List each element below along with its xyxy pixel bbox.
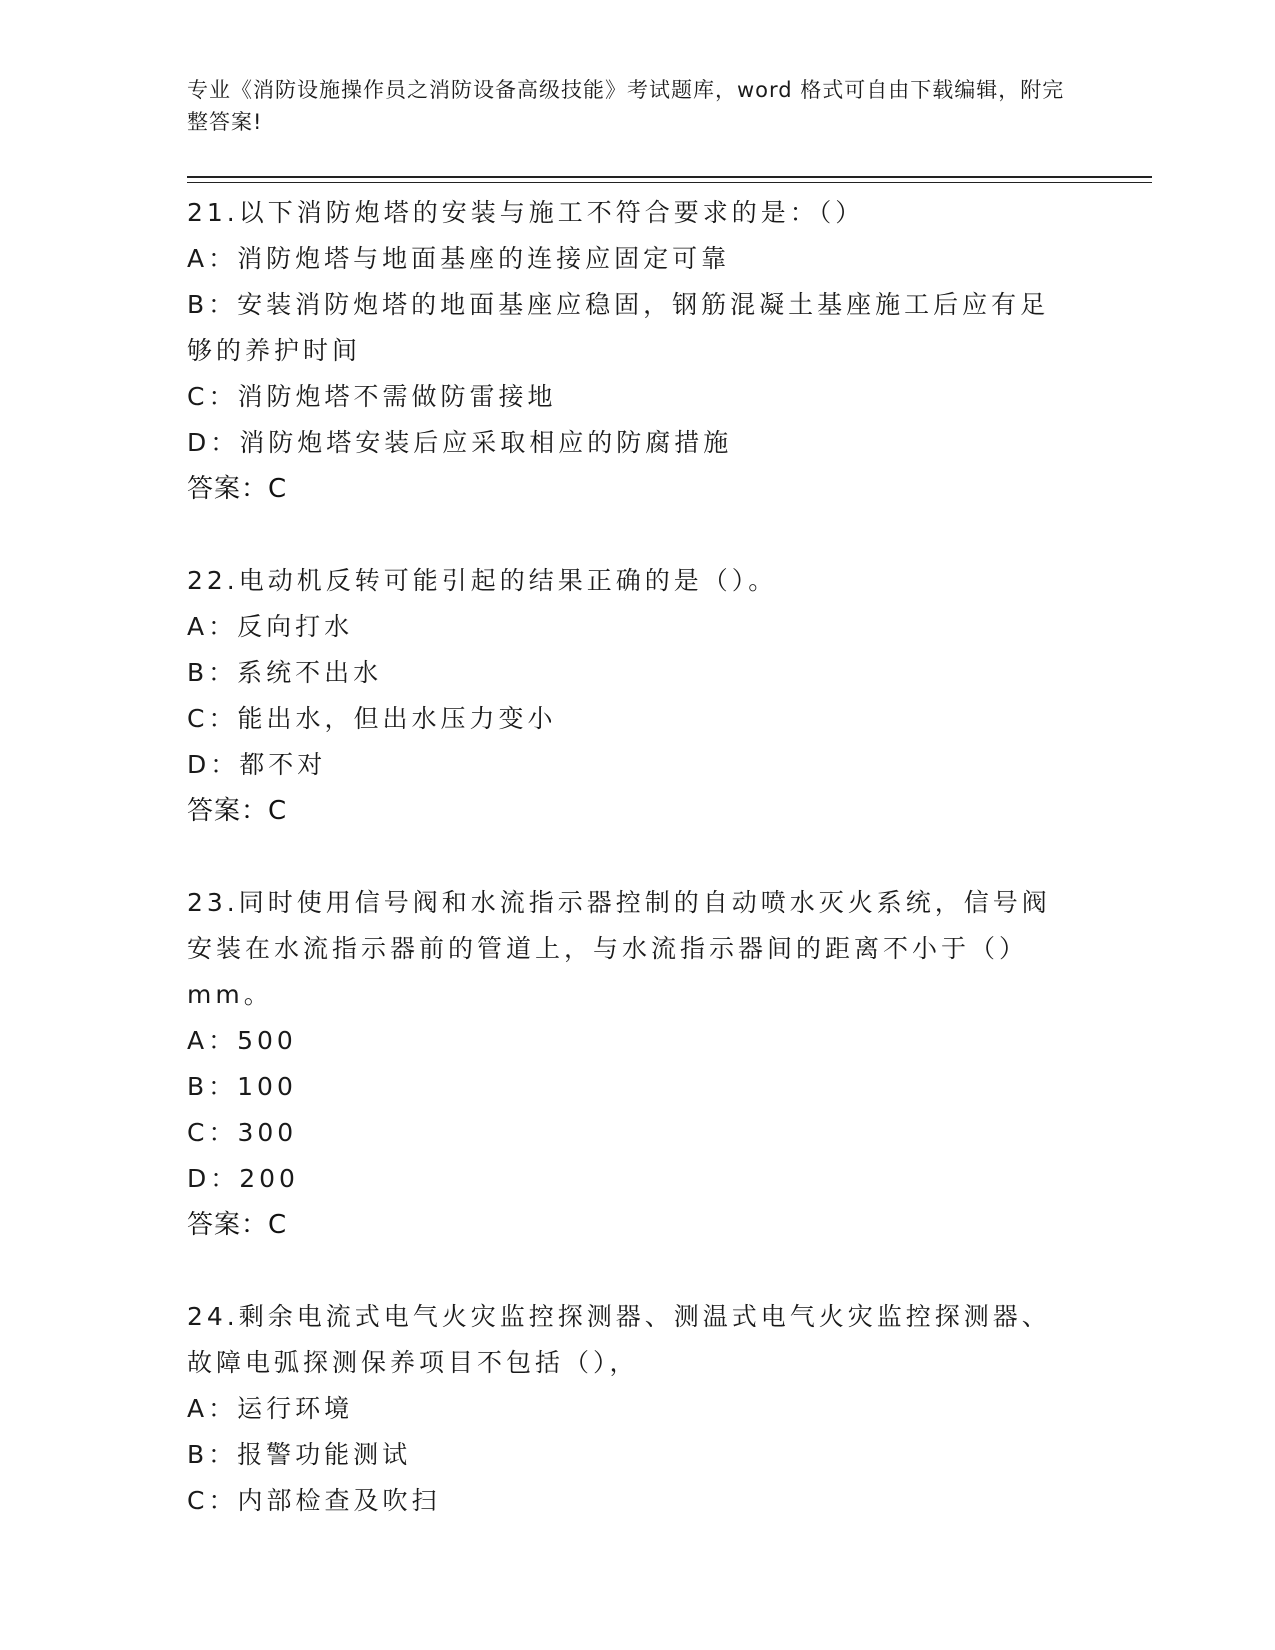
question-23 [187,880,1067,1248]
question-21 [187,190,1067,512]
question-stem: 22.电动机反转可能引起的结果正确的是（）。 [187,566,778,595]
question-stem: 24.剩余电流式电气火灾监控探测器、测温式电气火灾监控探测器、故障电弧探测保养项目不包括（）， [187,1302,1051,1377]
option-a: A：反向打水 [187,612,354,641]
option-d: D：消防炮塔安装后应采取相应的防腐措施 [187,428,733,457]
question-24 [187,1294,1067,1524]
option-b: B：系统不出水 [187,658,383,687]
question-list [187,190,1067,1524]
header-divider-thick [187,176,1152,178]
spacer [187,834,1067,880]
spacer [187,1248,1067,1294]
option-a: A：500 [187,1026,297,1055]
option-d: D：都不对 [187,750,327,779]
option-b: B：安装消防炮塔的地面基座应稳固，钢筋混凝土基座施工后应有足够的养护时间 [187,290,1050,365]
option-a: A：消防炮塔与地面基座的连接应固定可靠 [187,244,731,273]
option-b: B：100 [187,1072,297,1101]
option-c: C：消防炮塔不需做防雷接地 [187,382,557,411]
document-header: 专业《消防设施操作员之消防设备高级技能》考试题库，word 格式可自由下载编辑，附完整答案! [187,78,1065,134]
spacer [187,512,1067,558]
option-c: C：能出水，但出水压力变小 [187,704,557,733]
answer: 答案：C [187,474,288,504]
header-divider-thin [187,182,1152,183]
question-stem: 23.同时使用信号阀和水流指示器控制的自动喷水灭火系统，信号阀安装在水流指示器前的管道上，与水流指示器间的距离不小于（）mm。 [187,888,1051,1009]
question-stem: 21.以下消防炮塔的安装与施工不符合要求的是：（） [187,198,865,227]
answer: 答案：C [187,796,288,826]
answer: 答案：C [187,1210,288,1240]
option-c: C：内部检查及吹扫 [187,1486,441,1515]
option-b: B：报警功能测试 [187,1440,412,1469]
option-a: A：运行环境 [187,1394,354,1423]
question-22 [187,558,1067,834]
option-d: D：200 [187,1164,299,1193]
option-c: C：300 [187,1118,298,1147]
